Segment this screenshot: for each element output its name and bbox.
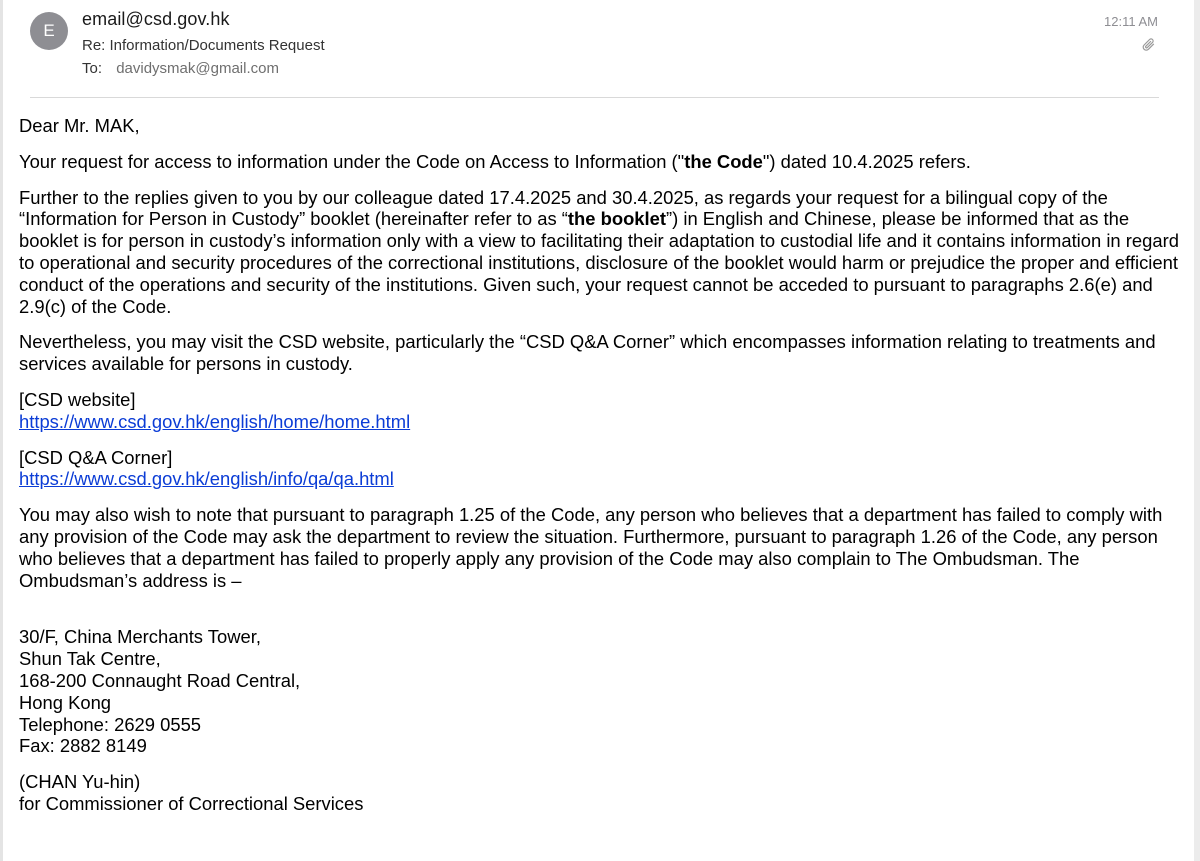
address-line: Hong Kong	[19, 691, 112, 713]
paragraph-request-pre: Your request for access to information under the Code on Access to Information ("	[19, 150, 685, 172]
to-label: To:	[82, 60, 103, 77]
fax-line: Fax: 2882 8149	[19, 735, 147, 757]
paragraph-ombudsman: You may also wish to note that pursuant to paragraph 1.25 of the Code, any person who believes that a department has failed to comply with any provision of the Code may ask the department to review the situation. Furthermore, pursuant to paragraph 1.26 of the Code, any person who believes that a department has failed to properly apply any provision of the Code may also complain to The Ombudsman. The Ombudsman’s address is –	[19, 504, 1163, 591]
paragraph-booklet-bold: the booklet	[567, 208, 666, 230]
sender-avatar[interactable]: E	[30, 12, 68, 50]
sender-address[interactable]: email@csd.gov.hk	[82, 9, 230, 29]
link-block-website	[19, 389, 1179, 433]
email-subject: Re: Information/Documents Request	[82, 37, 325, 54]
signature-title: for Commissioner of Correctional Services	[19, 792, 364, 814]
recipient-row	[82, 60, 279, 77]
link-label-website: [CSD website]	[19, 388, 136, 410]
address-line: 168-200 Connaught Road Central,	[19, 669, 301, 691]
recipient-address[interactable]: davidysmak@gmail.com	[116, 60, 279, 77]
link-block-qa	[19, 447, 1179, 491]
window-scrollbar-track[interactable]	[1194, 0, 1200, 861]
paragraph-website: Nevertheless, you may visit the CSD website, particularly the “CSD Q&A Corner” which encompasses information relating to treatments and services available for persons in custody.	[19, 331, 1156, 375]
link-label-qa: [CSD Q&A Corner]	[19, 446, 173, 468]
csd-website-link[interactable]: https://www.csd.gov.hk/english/home/home.html	[19, 410, 411, 432]
ombudsman-address	[19, 626, 1179, 757]
email-header	[0, 0, 1200, 100]
header-divider	[30, 97, 1159, 98]
window-frame-left	[0, 0, 3, 861]
address-line: 30/F, China Merchants Tower,	[19, 626, 261, 648]
received-time: 12:11 AM	[1104, 14, 1158, 29]
email-body	[19, 115, 1179, 829]
greeting: Dear Mr. MAK,	[19, 115, 140, 136]
telephone-line: Telephone: 2629 0555	[19, 713, 202, 735]
paragraph-request	[19, 151, 1179, 173]
paragraph-request-post: ") dated 10.4.2025 refers.	[762, 150, 971, 172]
signature-name: (CHAN Yu-hin)	[19, 771, 141, 793]
paragraph-booklet-pre: Further to the replies given to you by our colleague dated 17.4.2025 and 30.4.2025, as regards your request for a bilingual copy of the “Information for Person in Custody” booklet (hereinafter refer to as “	[19, 186, 1108, 230]
paragraph-booklet-post: ”) in English and Chinese, please be informed that as the booklet is for person in custody’s information only with a view to facilitating their adaptation to custodial life and it contains information in regard to operational and security procedures of the correctional institutions, disclosure of the booklet would harm or prejudice the proper and efficient conduct of the operations and security of the institutions. Given such, your request cannot be acceded to pursuant to paragraphs 2.6(e) and 2.9(c) of the Code.	[19, 208, 1179, 317]
address-line: Shun Tak Centre,	[19, 648, 161, 670]
signature	[19, 771, 1179, 815]
paragraph-booklet	[19, 187, 1179, 318]
paragraph-request-bold: the Code	[684, 150, 763, 172]
csd-qa-link[interactable]: https://www.csd.gov.hk/english/info/qa/qa.html	[19, 468, 394, 490]
paperclip-icon[interactable]	[1142, 37, 1156, 53]
